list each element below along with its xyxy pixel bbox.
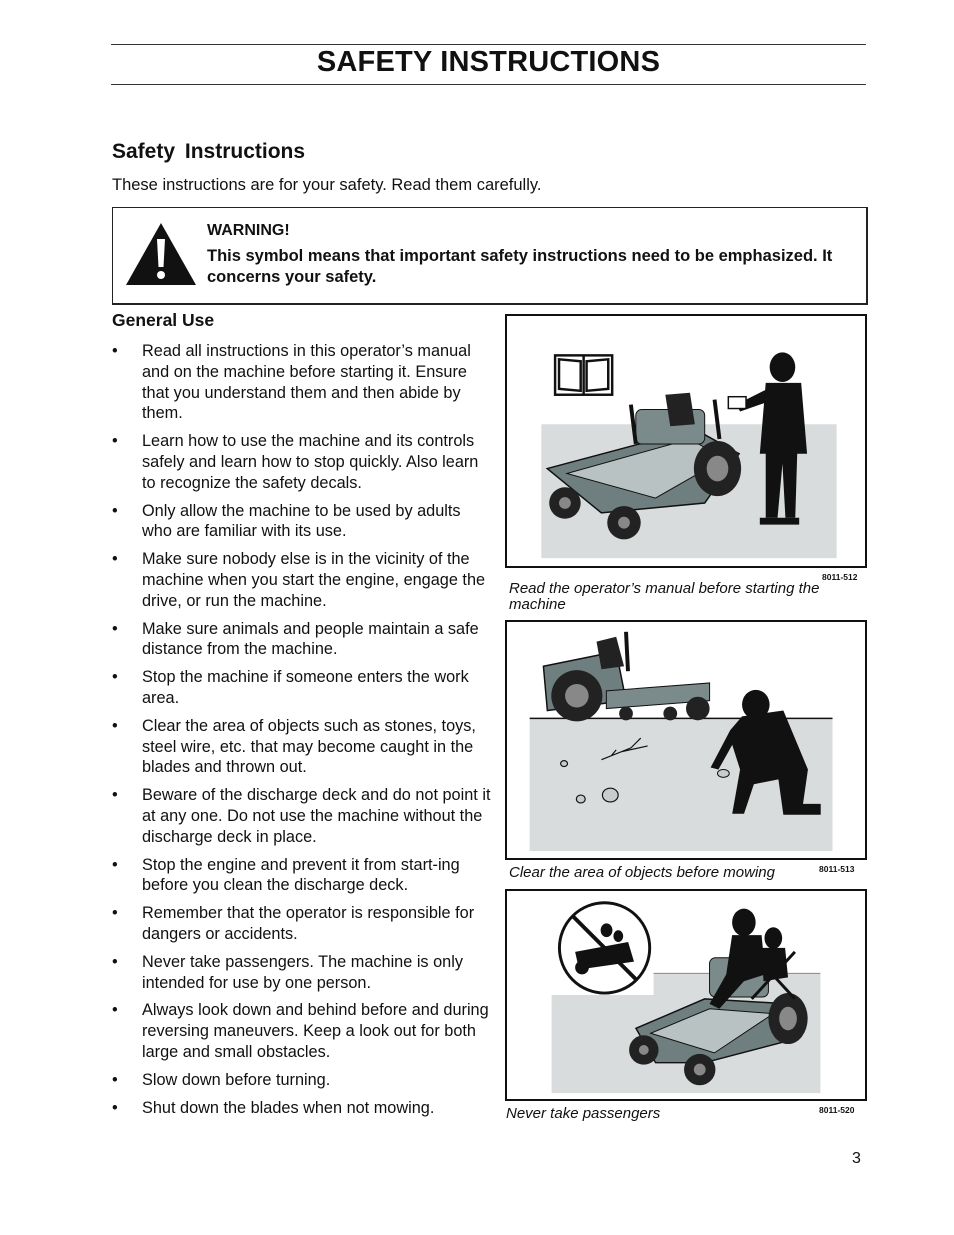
list-item: • Slow down before turning. — [112, 1070, 331, 1089]
list-item: • Never take passengers. The machine is only intended for use by one person. — [112, 952, 463, 992]
figure-caption: Never take passengers — [506, 1105, 661, 1122]
list-item: • Learn how to use the machine and its controls safely and learn how to stop quickly. Also learn to recognize the safety decals. — [112, 432, 479, 492]
warning-text: This symbol means that important safety instructions need to be emphasized. It concerns your safety. — [207, 247, 833, 286]
no-passengers-illustration — [507, 891, 865, 1099]
section-title: Safety Instructions — [112, 140, 306, 163]
general-use-title: General Use — [112, 310, 215, 330]
page-title: SAFETY INSTRUCTIONS — [316, 46, 661, 78]
list-item: • Make sure animals and people maintain a safe distance from the machine. — [112, 619, 479, 659]
list-item: • Read all instructions in this operator’s manual and on the machine before starting it. Ensure that you understand them and then abide by them. — [112, 342, 471, 423]
section-intro: These instructions are for your safety. Read them carefully. — [112, 176, 542, 194]
clear-area-illustration — [507, 622, 865, 858]
figure-code: 8011-520 — [819, 1105, 855, 1115]
list-item: • Shut down the blades when not mowing. — [112, 1098, 435, 1117]
figure-clear-area — [505, 620, 867, 860]
warning-box — [112, 207, 868, 305]
figure-code: 8011-512 — [822, 572, 858, 582]
figure-code: 8011-513 — [819, 864, 855, 874]
list-item: • Make sure nobody else is in the vicinity of the machine when you start the engine, engage the drive, or run the machine. — [112, 550, 486, 610]
figure-caption: Clear the area of objects before mowing — [509, 864, 775, 881]
figure-no-passengers — [505, 889, 867, 1101]
warning-heading: WARNING! — [207, 222, 290, 239]
general-use-list — [112, 341, 492, 1125]
list-item: • Always look down and behind before and during reversing maneuvers. Keep a look out for both large and small obstacles. — [112, 1001, 489, 1061]
warning-triangle-icon — [124, 221, 198, 287]
figure-read-manual — [505, 314, 867, 568]
book-icon — [555, 355, 612, 394]
figure-caption: Read the operator’s manual before starting the machine — [509, 580, 820, 613]
header-top-rule — [111, 44, 866, 45]
list-item: • Stop the engine and prevent it from start-ing before you clean the discharge deck. — [112, 855, 460, 895]
read-manual-illustration — [507, 316, 865, 566]
page-number: 3 — [852, 1150, 861, 1167]
mower-icon — [543, 632, 709, 721]
list-item: • Remember that the operator is responsible for dangers or accidents. — [112, 904, 475, 943]
list-item: • Stop the machine if someone enters the work area. — [112, 668, 469, 707]
list-item: • Beware of the discharge deck and do not point it at any one. Do not use the machine without the discharge deck in place. — [112, 786, 491, 846]
list-item: • Only allow the machine to be used by adults who are familiar with its use. — [112, 501, 461, 541]
list-item: • Clear the area of objects such as stones, toys, steel wire, etc. that may become caught in the blades and thrown out. — [112, 716, 476, 777]
header-bottom-rule — [111, 84, 866, 85]
no-passengers-sign-icon — [559, 903, 649, 993]
